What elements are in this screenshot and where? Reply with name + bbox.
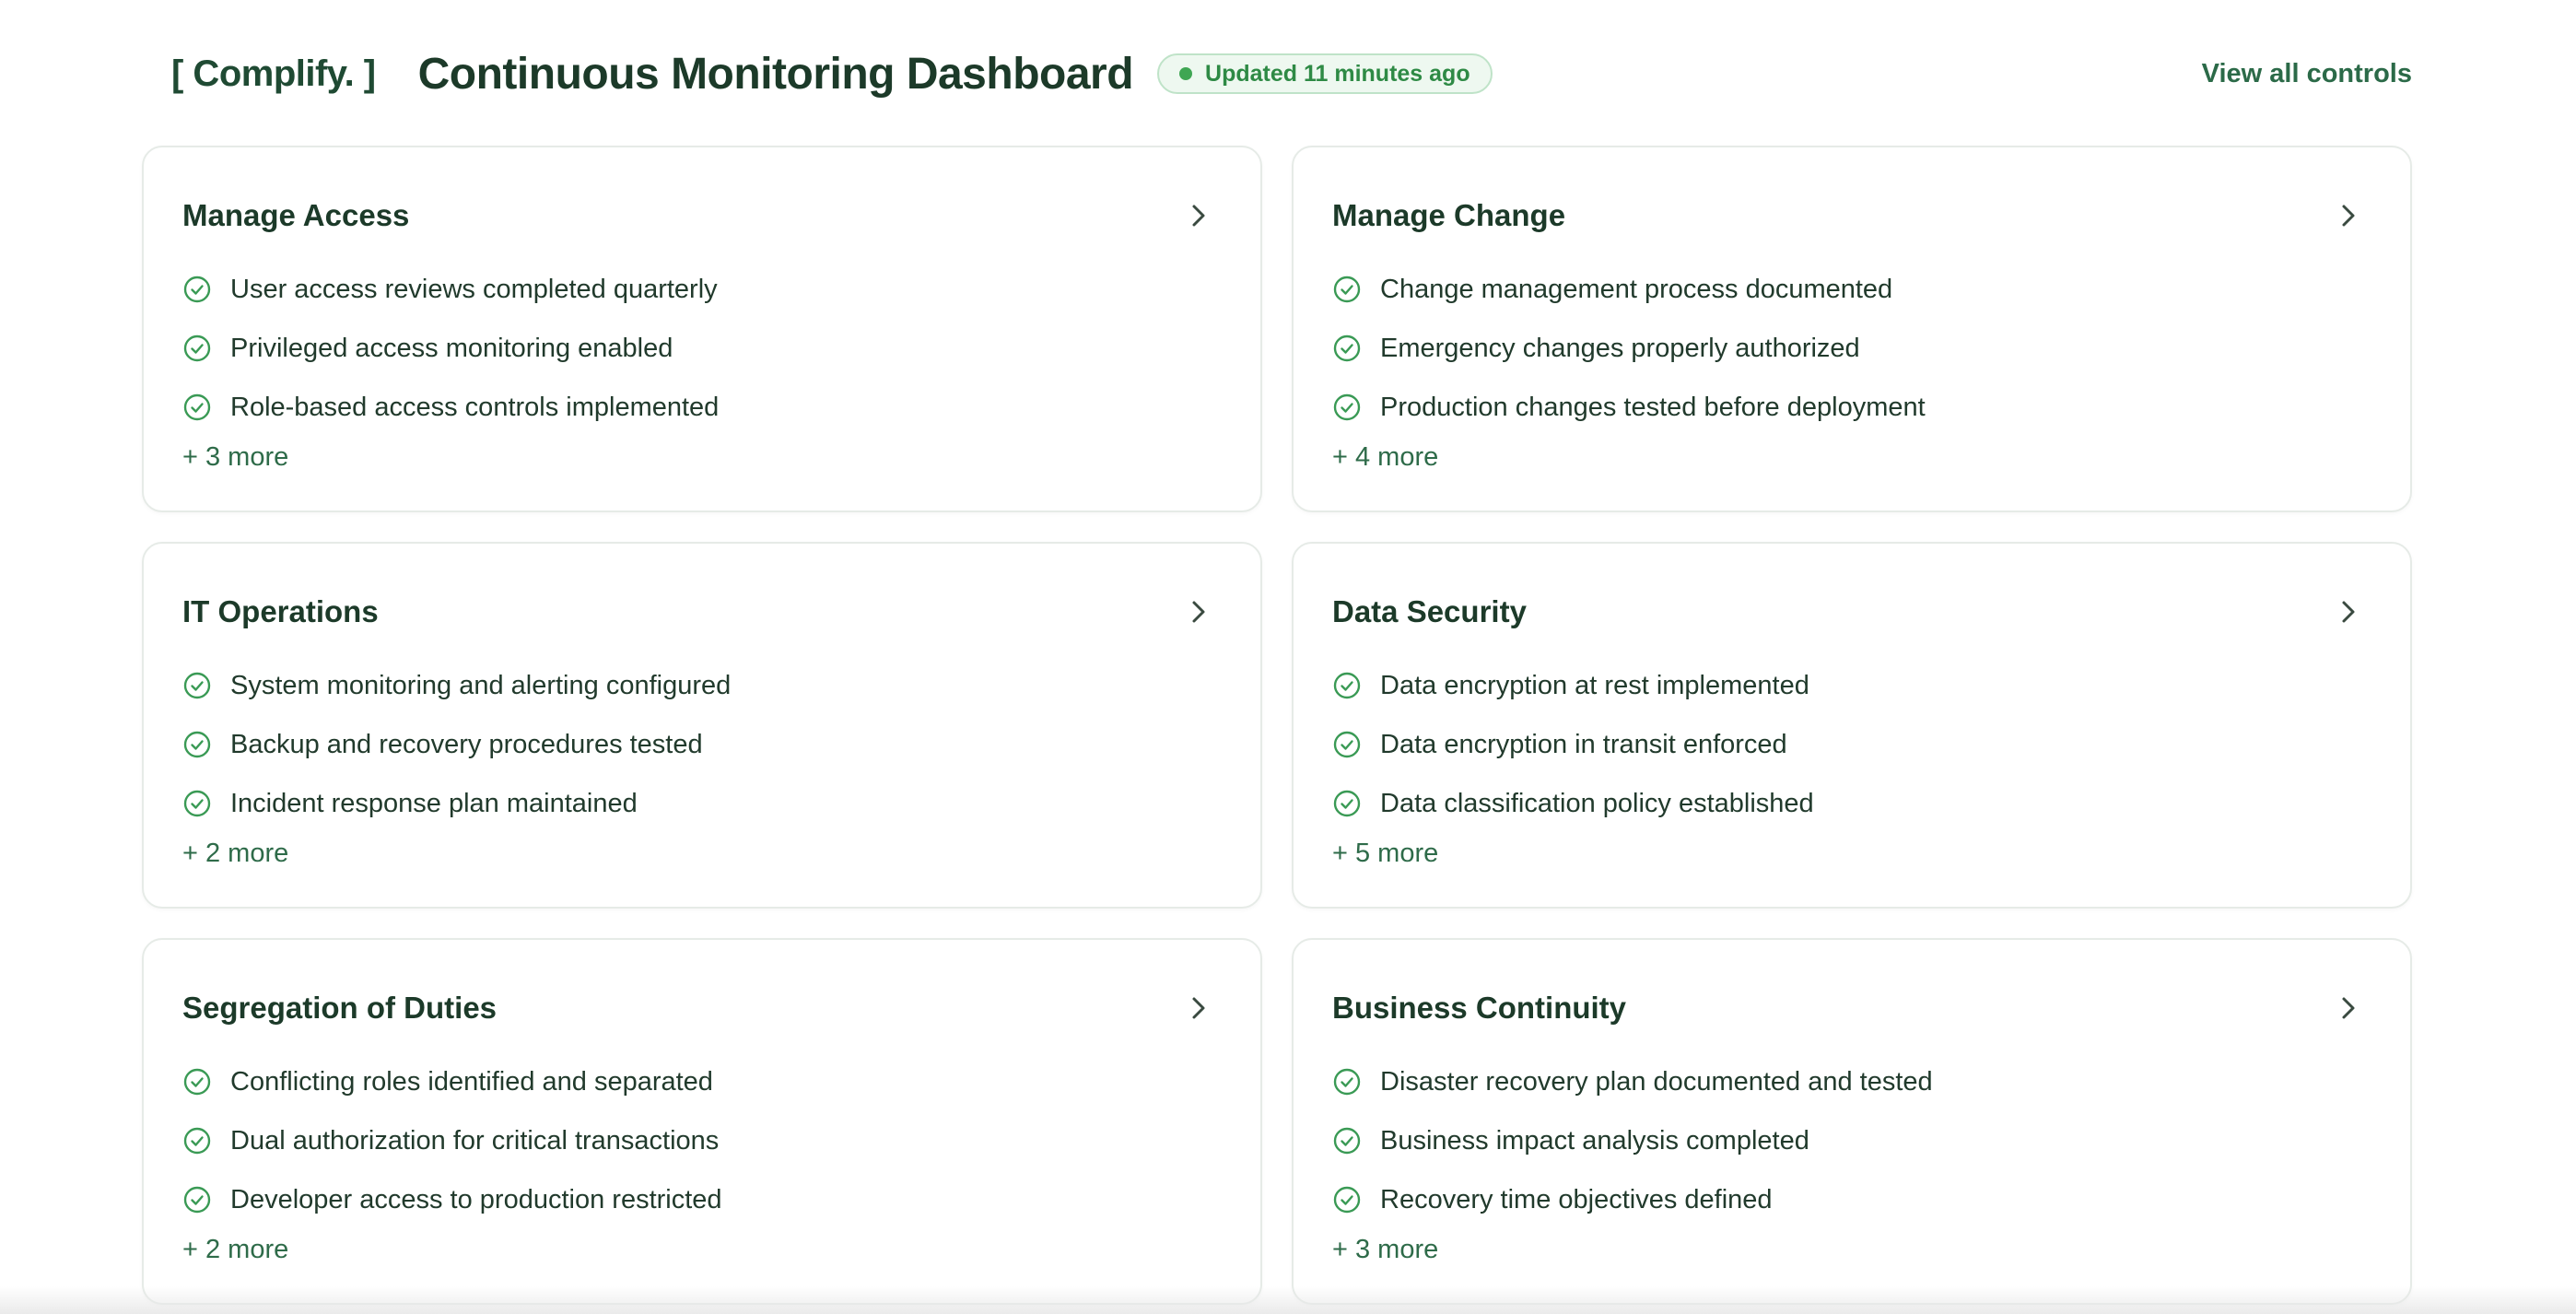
- control-item-label: Incident response plan maintained: [230, 788, 638, 818]
- card-title: IT Operations: [182, 594, 379, 628]
- list-item: [182, 1111, 1222, 1170]
- card-title: Manage Access: [182, 198, 410, 232]
- controls-grid: [142, 146, 2412, 1305]
- control-item-label: Emergency changes properly authorized: [1380, 333, 1860, 363]
- card-title: Business Continuity: [1332, 991, 1627, 1025]
- control-item-label: Disaster recovery plan documented and tested: [1380, 1066, 1933, 1097]
- circle-check-icon: [1332, 393, 1362, 422]
- more-link[interactable]: + 2 more: [182, 1235, 289, 1264]
- control-card-data-security[interactable]: [1292, 542, 2412, 909]
- more-link[interactable]: + 3 more: [1332, 1235, 1439, 1264]
- control-item-label: Production changes tested before deployment: [1380, 392, 1926, 422]
- circle-check-icon: [182, 1126, 212, 1156]
- view-all-controls-link[interactable]: View all controls: [2201, 58, 2412, 88]
- card-header: [1332, 982, 2371, 1034]
- status-text: Updated 11 minutes ago: [1205, 60, 1470, 87]
- control-list: [1332, 656, 2371, 833]
- circle-check-icon: [1332, 730, 1362, 759]
- more-link[interactable]: + 3 more: [182, 442, 289, 472]
- page-title: Continuous Monitoring Dashboard: [417, 49, 1134, 99]
- more-link[interactable]: + 5 more: [1332, 839, 1439, 868]
- control-item-label: Role-based access controls implemented: [230, 392, 720, 422]
- list-item: [1332, 260, 2371, 319]
- card-title: Data Security: [1332, 594, 1527, 628]
- chevron-right-icon[interactable]: [2335, 598, 2362, 626]
- circle-check-icon: [1332, 671, 1362, 700]
- circle-check-icon: [1332, 789, 1362, 818]
- circle-check-icon: [182, 334, 212, 363]
- chevron-right-icon[interactable]: [2335, 202, 2362, 229]
- circle-check-icon: [1332, 275, 1362, 304]
- control-item-label: Privileged access monitoring enabled: [230, 333, 673, 363]
- status-dot-icon: [1179, 67, 1192, 80]
- list-item: [1332, 715, 2371, 774]
- control-item-label: Data classification policy established: [1380, 788, 1814, 818]
- control-card-business-continuity[interactable]: [1292, 938, 2412, 1305]
- chevron-right-icon[interactable]: [1185, 202, 1212, 229]
- circle-check-icon: [1332, 1126, 1362, 1156]
- list-item: [1332, 1052, 2371, 1111]
- control-item-label: Change management process documented: [1380, 274, 1893, 304]
- circle-check-icon: [1332, 1185, 1362, 1214]
- more-link[interactable]: + 2 more: [182, 839, 289, 868]
- control-item-label: Dual authorization for critical transactions: [230, 1125, 720, 1156]
- chevron-right-icon[interactable]: [1185, 994, 1212, 1022]
- list-item: [182, 715, 1222, 774]
- control-card-it-operations[interactable]: [142, 542, 1262, 909]
- control-item-label: Data encryption at rest implemented: [1380, 670, 1809, 700]
- header: [171, 37, 2412, 111]
- circle-check-icon: [182, 275, 212, 304]
- list-item: [1332, 1111, 2371, 1170]
- circle-check-icon: [1332, 334, 1362, 363]
- control-card-manage-change[interactable]: [1292, 146, 2412, 512]
- card-header: [182, 190, 1222, 241]
- card-title: Manage Change: [1332, 198, 1566, 232]
- control-list: [182, 656, 1222, 833]
- circle-check-icon: [182, 730, 212, 759]
- list-item: [1332, 774, 2371, 833]
- card-header: [182, 586, 1222, 638]
- circle-check-icon: [182, 1185, 212, 1214]
- card-header: [1332, 586, 2371, 638]
- control-list: [182, 1052, 1222, 1229]
- control-item-label: Business impact analysis completed: [1380, 1125, 1809, 1156]
- control-item-label: Backup and recovery procedures tested: [230, 729, 703, 759]
- control-item-label: Developer access to production restricted: [230, 1184, 722, 1214]
- control-item-label: Data encryption in transit enforced: [1380, 729, 1787, 759]
- chevron-right-icon[interactable]: [1185, 598, 1212, 626]
- control-item-label: Conflicting roles identified and separated: [230, 1066, 713, 1097]
- list-item: [182, 1052, 1222, 1111]
- list-item: [1332, 1170, 2371, 1229]
- logo: [ Complify. ]: [171, 53, 376, 94]
- list-item: [182, 1170, 1222, 1229]
- control-card-segregation-of-duties[interactable]: [142, 938, 1262, 1305]
- list-item: [182, 319, 1222, 378]
- control-item-label: System monitoring and alerting configured: [230, 670, 732, 700]
- card-title: Segregation of Duties: [182, 991, 498, 1025]
- card-header: [1332, 190, 2371, 241]
- control-card-manage-access[interactable]: [142, 146, 1262, 512]
- control-item-label: User access reviews completed quarterly: [230, 274, 718, 304]
- list-item: [182, 378, 1222, 437]
- card-header: [182, 982, 1222, 1034]
- circle-check-icon: [182, 789, 212, 818]
- control-list: [182, 260, 1222, 437]
- circle-check-icon: [182, 671, 212, 700]
- control-item-label: Recovery time objectives defined: [1380, 1184, 1773, 1214]
- list-item: [1332, 319, 2371, 378]
- circle-check-icon: [1332, 1067, 1362, 1097]
- list-item: [1332, 378, 2371, 437]
- list-item: [182, 260, 1222, 319]
- list-item: [1332, 656, 2371, 715]
- control-list: [1332, 1052, 2371, 1229]
- circle-check-icon: [182, 393, 212, 422]
- more-link[interactable]: + 4 more: [1332, 442, 1439, 472]
- list-item: [182, 774, 1222, 833]
- control-list: [1332, 260, 2371, 437]
- status-badge: [1157, 53, 1493, 94]
- circle-check-icon: [182, 1067, 212, 1097]
- chevron-right-icon[interactable]: [2335, 994, 2362, 1022]
- list-item: [182, 656, 1222, 715]
